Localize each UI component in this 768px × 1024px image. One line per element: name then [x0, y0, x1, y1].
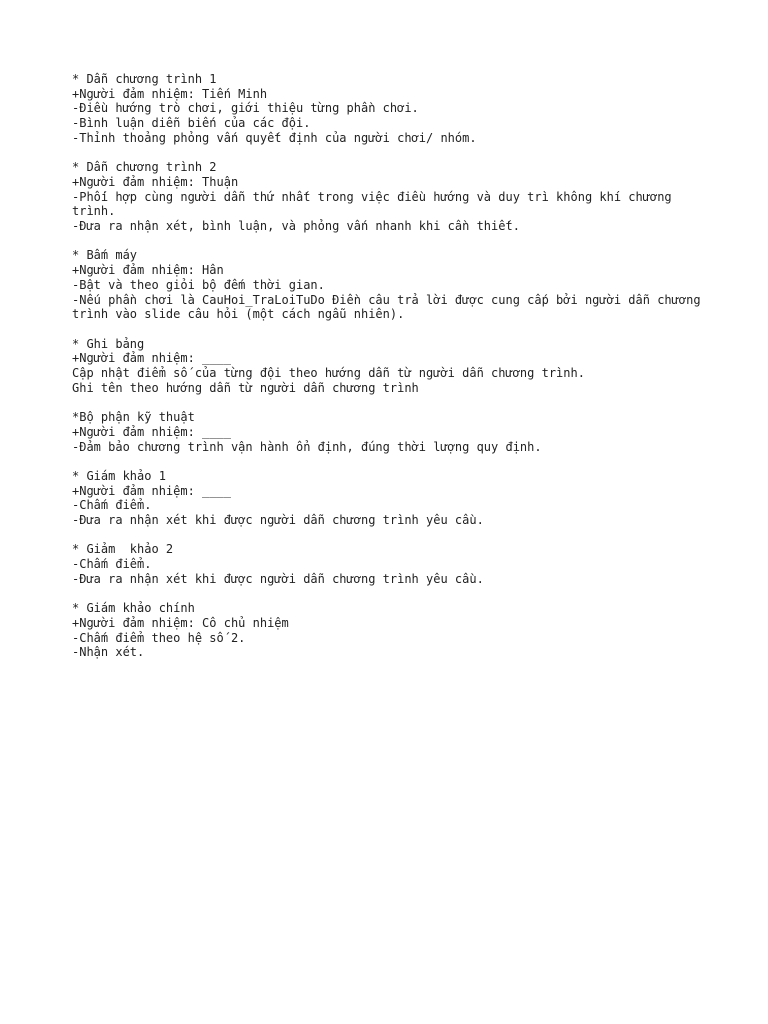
- section-heading: * Bấm máy: [72, 248, 138, 263]
- section-heading: *Bộ phận kỹ thuật: [72, 410, 195, 425]
- assignee-line: +Người đảm nhiệm: Thuận: [72, 174, 239, 189]
- duty-line: Cập nhật điểm số của từng đội theo hướng dẫn từ người dẫn chương trình.: [72, 366, 585, 381]
- assignee-line: +Người đảm nhiệm: Hân: [72, 263, 224, 278]
- duty-line: -Chấm điểm theo hệ số 2.: [72, 630, 246, 645]
- assignee-line: +Người đảm nhiệm: Cô chủ nhiệm: [72, 615, 289, 630]
- duty-line: Ghi tên theo hướng dẫn từ người dẫn chương trình: [72, 380, 419, 395]
- duty-line: -Bật và theo giỏi bộ đếm thời gian.: [72, 277, 325, 292]
- duty-line: -Bình luận diễn biến của các đội.: [72, 116, 311, 131]
- duty-line: -Đưa ra nhận xét, bình luận, và phỏng vấn nhanh khi cần thiết.: [72, 219, 520, 234]
- section-mc-2: [72, 160, 712, 234]
- section-heading: * Giảm khảo 2: [72, 542, 174, 557]
- section-heading: * Dẫn chương trình 1: [72, 72, 217, 86]
- duty-line: -Chấm điểm.: [72, 557, 152, 572]
- assignee-line: +Người đảm nhiệm: ____: [72, 351, 231, 366]
- duty-line: -Phối hợp cùng người dẫn thứ nhất trong việc điều hướng và duy trì không khí chương trình.: [72, 189, 679, 219]
- section-judge-1: [72, 469, 712, 528]
- section-heading: * Dẫn chương trình 2: [72, 160, 217, 175]
- assignee-line: +Người đảm nhiệm: Tiến Minh: [72, 86, 268, 101]
- section-head-judge: [72, 601, 712, 660]
- section-heading: * Giám khảo 1: [72, 468, 166, 483]
- assignee-line: +Người đảm nhiệm: ____: [72, 483, 231, 498]
- document-page: [72, 72, 712, 675]
- section-scorekeeper: [72, 337, 712, 396]
- section-mc-1: [72, 72, 712, 146]
- duty-line: -Đưa ra nhận xét khi được người dẫn chương trình yêu cầu.: [72, 571, 484, 586]
- assignee-line: +Người đảm nhiệm: ____: [72, 424, 231, 439]
- duty-line: -Chấm điểm.: [72, 498, 152, 513]
- duty-line: -Điều hướng trò chơi, giới thiệu từng phần chơi.: [72, 101, 419, 116]
- section-judge-2: [72, 542, 712, 586]
- section-heading: * Giám khảo chính: [72, 601, 195, 616]
- section-heading: * Ghi bảng: [72, 336, 145, 351]
- duty-line: -Nhận xét.: [72, 645, 145, 660]
- duty-line: -Thỉnh thoảng phỏng vấn quyết định của người chơi/ nhóm.: [72, 130, 477, 145]
- duty-line: -Nếu phần chơi là CauHoi_TraLoiTuDo Điền câu trả lời được cung cấp bởi người dẫn chương trình vào slide câu hỏi (một cách ngẫu nhiên).: [72, 292, 708, 322]
- section-timer-operator: [72, 248, 712, 322]
- section-technical: [72, 410, 712, 454]
- duty-line: -Đưa ra nhận xét khi được người dẫn chương trình yêu cầu.: [72, 513, 484, 528]
- duty-line: -Đảm bảo chương trình vận hành ổn định, đúng thời lượng quy định.: [72, 439, 542, 454]
